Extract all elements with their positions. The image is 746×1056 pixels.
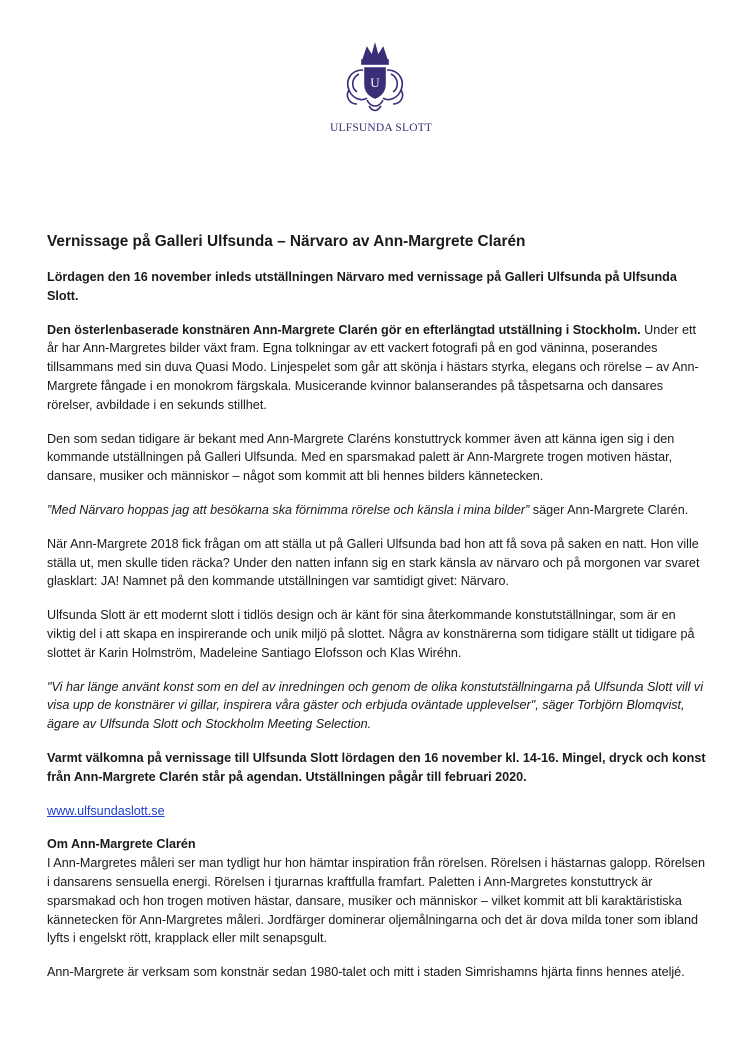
crowned-monogram-crest-icon	[339, 40, 411, 118]
paragraph-story: När Ann-Margrete 2018 fick frågan om att ställa ut på Galleri Ulfsunda bad hon att få sova på saken en natt. Hon ville ställa ut, men skulle tiden räcka? Under den natten infann sig en stark känsla av närvaro och på morgonen var svaret glasklart: JA! Namnet på den kommande utställningen var samtidigt givet: Närvaro.	[47, 536, 700, 589]
link-paragraph	[47, 802, 707, 821]
owner-quote-text: "Vi har länge använt konst som en del av inredningen och genom de olika konstutställningarna på Ulfsunda Slott vill vi visa upp de konstnärer vi gillar, inspirera våra gäster och erbjuda oväntade upplevelser", säger Torbjörn Blomqvist, ägare av Ulfsunda Slott och Stockholm Meeting Selection.	[47, 679, 704, 732]
about-heading: Om Ann-Margrete Clarén	[47, 837, 196, 852]
intro-rest: Under ett år har Ann-Margretes bilder växt fram. Egna tolkningar av ett vackert fotografi på en god väninna, poserandes tillsammans med sin duva Quasi Modo. Linjespelet som går att skönja i hästars styrka, elegans och rörelse – av Ann-Margrete fångade i en monokrom färgskala. Musicerande kvinnor balanserandes på tåspetsarna och dansares rörelser, avbildade i en sekunds stillhet.	[47, 322, 699, 412]
svg-text:U: U	[370, 75, 380, 90]
final-paragraph: Ann-Margrete är verksam som konstnär sedan 1980-talet och mitt i staden Simrishamns hjärta finns hennes ateljé.	[47, 965, 685, 980]
welcome-text: Varmt välkomna på vernissage till Ulfsunda Slott lördagen den 16 november kl. 14-16. Mingel, dryck och konst från Ann-Margrete Clarén står på agendan. Utställningen pågår till februari 2020.	[47, 750, 706, 784]
artist-quote	[47, 501, 707, 520]
lead-paragraph	[47, 268, 707, 306]
artist-quote-attribution: säger Ann-Margrete Clarén.	[529, 502, 689, 517]
article-title: Vernissage på Galleri Ulfsunda – Närvaro av Ann-Margrete Clarén	[47, 233, 526, 250]
about-text: I Ann-Margretes måleri ser man tydligt hur hon hämtar inspiration från rörelsen. Rörelsen i hästarnas galopp. Rörelsen i dansarens sensuella energi. Rörelsen i tjurarnas kraftfulla framfart. Paletten i Ann-Margretes konstuttryck är sparsmakad och hon trogen motiven hästar, dansare, musiker och människor – vilket kommit att bli karaktäristiska kännetecken för Ann-Margretes måleri. Jordfärger dominerar oljemålningarna och det är dova milda toner som ibland lyfts i engelskt rött, krapplack eller milt senapsgult.	[47, 856, 705, 946]
lead-text: Lördagen den 16 november inleds utställningen Närvaro med vernissage på Galleri Ulfsunda på Ulfsunda Slott.	[47, 270, 677, 303]
website-link[interactable]: www.ulfsundaslott.se	[47, 803, 165, 818]
paragraph-intro	[47, 321, 707, 415]
intro-bold: Den österlenbaserade konstnären Ann-Margrete Clarén gör en efterlängtad utställning i Stockholm.	[47, 322, 641, 337]
article	[47, 232, 707, 982]
paragraph-palette: Den som sedan tidigare är bekant med Ann-Margrete Claréns konstuttryck kommer även att känna igen sig i den kommande utställningen på Galleri Ulfsunda. Med en sparsmakad palett är Ann-Margrete trogen motiven hästar, dansare, musiker och människor – något som kommit att bli hennes bilders kännetecken.	[47, 431, 675, 484]
logo	[330, 40, 433, 134]
artist-quote-text: ”Med Närvaro hoppas jag att besökarna ska förnimma rörelse och känsla i mina bilder”	[47, 502, 530, 517]
paragraph-castle: Ulfsunda Slott är ett modernt slott i tidlös design och är känt för sina återkommande konstutställningar, som är en viktig del i att skapa en inspirerande och unik miljö på slottet. Några av konstnärerna som tidigare ställt ut tidigare på slottet är Karin Holmström, Madeleine Santiago Elofsson och Klas Wiréhn.	[47, 608, 695, 660]
logo-name: ULFSUNDA SLOTT	[330, 122, 433, 134]
welcome-paragraph	[47, 749, 707, 787]
owner-quote	[47, 678, 707, 734]
